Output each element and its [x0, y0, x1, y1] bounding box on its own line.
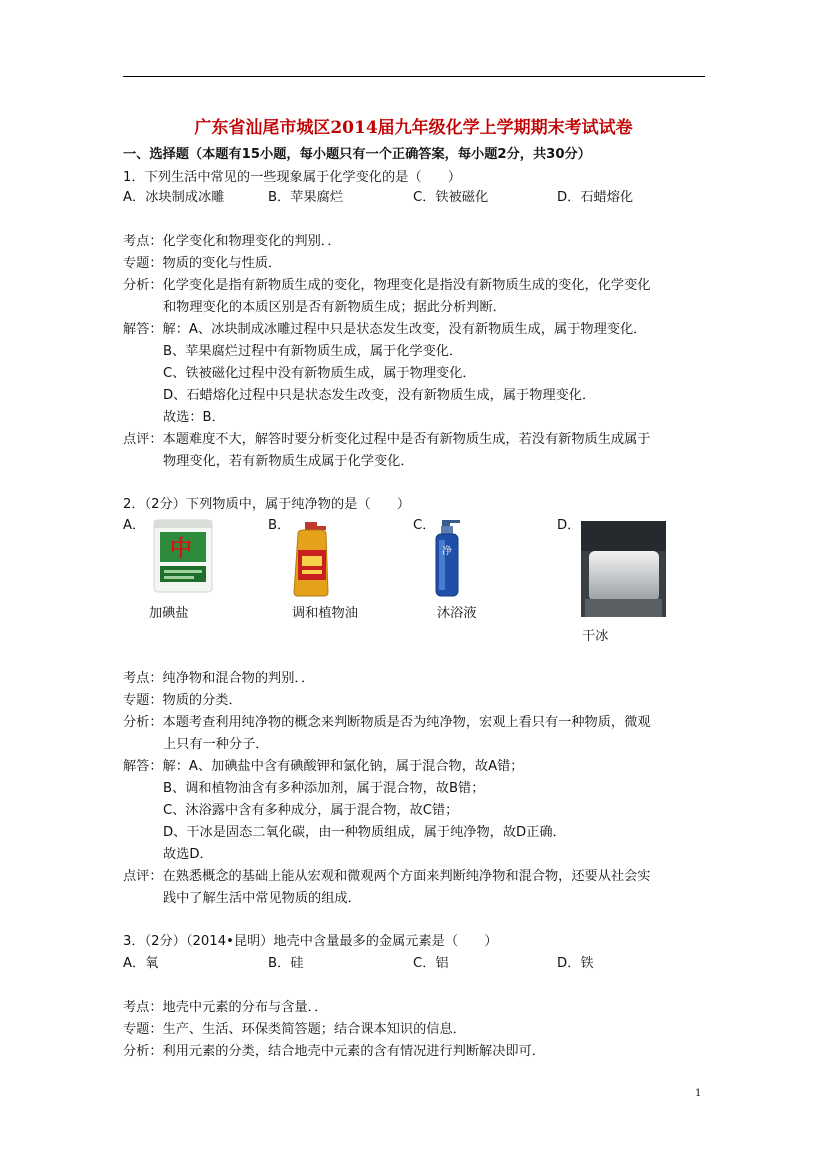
q1-kaodian: 考点：化学变化和物理变化的判别．．	[123, 234, 341, 249]
q3-option-b: B．硅	[268, 956, 304, 971]
q2-jieda-b: B、调和植物油含有多种添加剂，属于混合物，故B错；	[163, 781, 485, 796]
q1-jieda: 解答：解：A、冰块制成冰雕过程中只是状态发生改变，没有新物质生成，属于物理变化．	[123, 322, 647, 337]
q3-zhuanti: 专题：生产、生活、环保类简答题；结合课本知识的信息．	[123, 1022, 466, 1037]
page-title: 广东省汕尾市城区2014届九年级化学上学期期末考试试卷	[194, 118, 633, 138]
q2-option-b: B．	[268, 518, 291, 533]
q2-answer: 故选D．	[163, 847, 213, 862]
q2-jieda-d: D、干冰是固态二氧化碳，由一种物质组成，属于纯净物，故D正确．	[163, 825, 566, 840]
q3-stem: 3．（2分）（2014•昆明）地壳中含量最多的金属元素是（ ）	[123, 934, 498, 949]
header-rule	[123, 76, 705, 77]
q1-option-a: A．冰块制成冰雕	[123, 190, 225, 205]
q2-option-d: D．	[557, 518, 581, 533]
q2-jieda: 解答：解：A、加碘盐中含有碘酸钾和氯化钠，属于混合物，故A错；	[123, 759, 524, 774]
oil-bottle-image	[290, 520, 334, 598]
q2-jieda-c: C、沐浴露中含有多种成分，属于混合物，故C错；	[163, 803, 459, 818]
q3-kaodian: 考点：地壳中元素的分布与含量．．	[123, 1000, 328, 1015]
q2-caption-a: 加碘盐	[149, 606, 189, 621]
q2-fenxi-cont: 上只有一种分子．	[163, 737, 269, 752]
q2-dianping-cont: 践中了解生活中常见物质的组成．	[163, 891, 361, 906]
q2-caption-b: 调和植物油	[292, 606, 358, 621]
q1-dianping: 点评：本题难度不大，解答时要分析变化过程中是否有新物质生成，若没有新物质生成属于	[123, 432, 651, 447]
q3-option-d: D．铁	[557, 956, 594, 971]
q2-stem: 2．（2分）下列物质中，属于纯净物的是（ ）	[123, 497, 411, 512]
salt-bag-image	[148, 516, 218, 596]
q1-fenxi: 分析：化学变化是指有新物质生成的变化，物理变化是指没有新物质生成的变化，化学变化	[123, 278, 651, 293]
q1-option-c: C．铁被磁化	[413, 190, 489, 205]
q1-jieda-d: D、石蜡熔化过程中只是状态发生改变，没有新物质生成，属于物理变化．	[163, 388, 596, 403]
q1-stem: 1．下列生活中常见的一些现象属于化学变化的是（ ）	[123, 170, 462, 185]
svg-text:中: 中	[170, 537, 193, 562]
q1-zhuanti: 专题：物质的变化与性质．	[123, 256, 282, 271]
q2-dianping: 点评：在熟悉概念的基础上能从宏观和微观两个方面来判断纯净物和混合物，还要从社会实	[123, 869, 651, 884]
svg-text:净: 净	[442, 546, 452, 557]
q1-answer: 故选：B．	[163, 410, 225, 425]
q2-zhuanti: 专题：物质的分类．	[123, 693, 242, 708]
q1-option-b: B．苹果腐烂	[268, 190, 343, 205]
q2-caption-d: 干冰	[582, 629, 609, 644]
q3-fenxi: 分析：利用元素的分类，结合地壳中元素的含有情况进行判断解决即可．	[123, 1044, 545, 1059]
q1-option-d: D．石蜡熔化	[557, 190, 634, 205]
q2-option-a: A．	[123, 518, 146, 533]
q1-fenxi-cont: 和物理变化的本质区别是否有新物质生成；据此分析判断．	[163, 300, 506, 315]
q1-dianping-cont: 物理变化，若有新物质生成属于化学变化．	[163, 454, 414, 469]
q2-caption-c: 沐浴液	[437, 606, 477, 621]
q2-fenxi: 分析：本题考查利用纯净物的概念来判断物质是否为纯净物，宏观上看只有一种物质，微观	[123, 715, 651, 730]
q2-kaodian: 考点：纯净物和混合物的判别．．	[123, 671, 315, 686]
q1-jieda-c: C、铁被磁化过程中没有新物质生成，属于物理变化．	[163, 366, 476, 381]
page-number: 1	[695, 1088, 702, 1099]
q2-option-c: C．	[413, 518, 436, 533]
dry-ice-image	[581, 521, 666, 617]
q1-jieda-b: B、苹果腐烂过程中有新物质生成，属于化学变化．	[163, 344, 463, 359]
section-heading: 一、选择题（本题有15小题，每小题只有一个正确答案，每小题2分，共30分）	[123, 147, 591, 162]
q3-option-c: C．铝	[413, 956, 449, 971]
body-wash-image	[430, 518, 466, 598]
q3-option-a: A．氧	[123, 956, 159, 971]
